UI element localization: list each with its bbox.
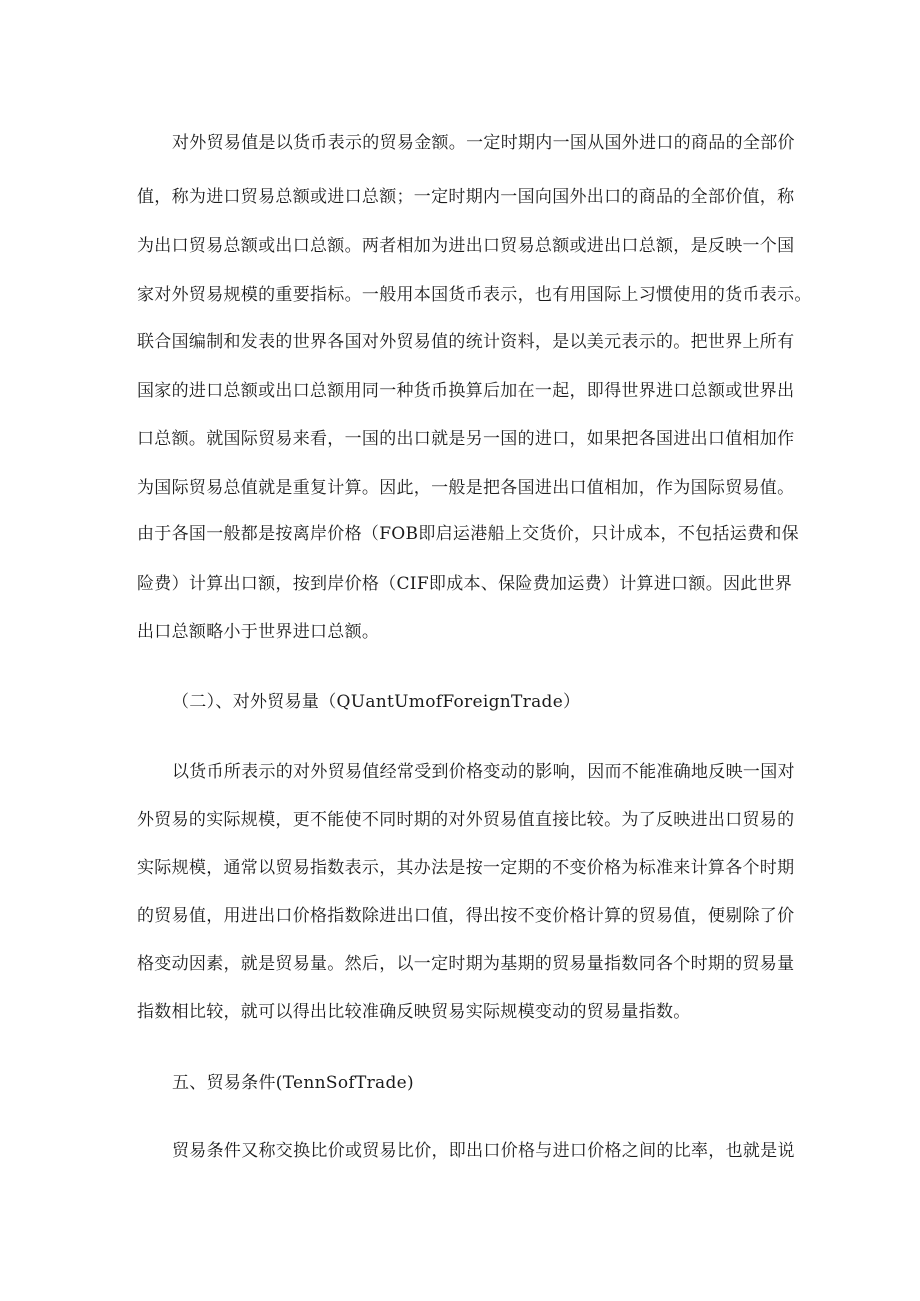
text-line: 为出口贸易总额或出口总额。两者相加为进出口贸易总额或进出口总额，是反映一个国 (137, 236, 795, 256)
text-line: 出口总额略小于世界进口总额。 (137, 622, 380, 642)
text-line: 指数相比较，就可以得出比较准确反映贸易实际规模变动的贸易量指数。 (137, 1002, 691, 1022)
section-heading-terms-of-trade: 五、贸易条件(TennSofTrade) (172, 1073, 414, 1093)
text-line: 格变动因素，就是贸易量。然后，以一定时期为基期的贸易量指数同各个时期的贸易量 (137, 954, 795, 974)
text-line: 为国际贸易总值就是重复计算。因此，一般是把各国进出口值相加，作为国际贸易值。 (137, 478, 795, 498)
text-line: 贸易条件又称交换比价或贸易比价，即出口价格与进口价格之间的比率，也就是说 (172, 1141, 795, 1161)
section-heading-trade-quantum: （二）、对外贸易量（QUantUmofForeignTrade） (172, 692, 581, 712)
text-line: 的贸易值，用进出口价格指数除进出口值，得出按不变价格计算的贸易值，便剔除了价 (137, 906, 795, 926)
text-line: 对外贸易值是以货币表示的贸易金额。一定时期内一国从国外进口的商品的全部价 (172, 133, 795, 153)
text-line: 家对外贸易规模的重要指标。一般用本国货币表示，也有用国际上习惯使用的货币表示。 (137, 285, 812, 305)
text-line: 口总额。就国际贸易来看，一国的出口就是另一国的进口，如果把各国进出口值相加作 (137, 429, 795, 449)
text-line: 联合国编制和发表的世界各国对外贸易值的统计资料，是以美元表示的。把世界上所有 (137, 332, 795, 352)
text-line: 以货币所表示的对外贸易值经常受到价格变动的影响，因而不能准确地反映一国对 (172, 762, 795, 782)
text-line: 国家的进口总额或出口总额用同一种货币换算后加在一起，即得世界进口总额或世界出 (137, 381, 795, 401)
text-line: 实际规模，通常以贸易指数表示，其办法是按一定期的不变价格为标准来计算各个时期 (137, 858, 795, 878)
text-line: 由于各国一般都是按离岸价格（FOB即启运港船上交货价，只计成本，不包括运费和保 (137, 524, 799, 544)
text-line: 险费）计算出口额，按到岸价格（CIF即成本、保险费加运费）计算进口额。因此世界 (137, 574, 793, 594)
text-line: 值，称为进口贸易总额或进口总额；一定时期内一国向国外出口的商品的全部价值，称 (137, 187, 795, 207)
text-line: 外贸易的实际规模，更不能使不同时期的对外贸易值直接比较。为了反映进出口贸易的 (137, 810, 795, 830)
